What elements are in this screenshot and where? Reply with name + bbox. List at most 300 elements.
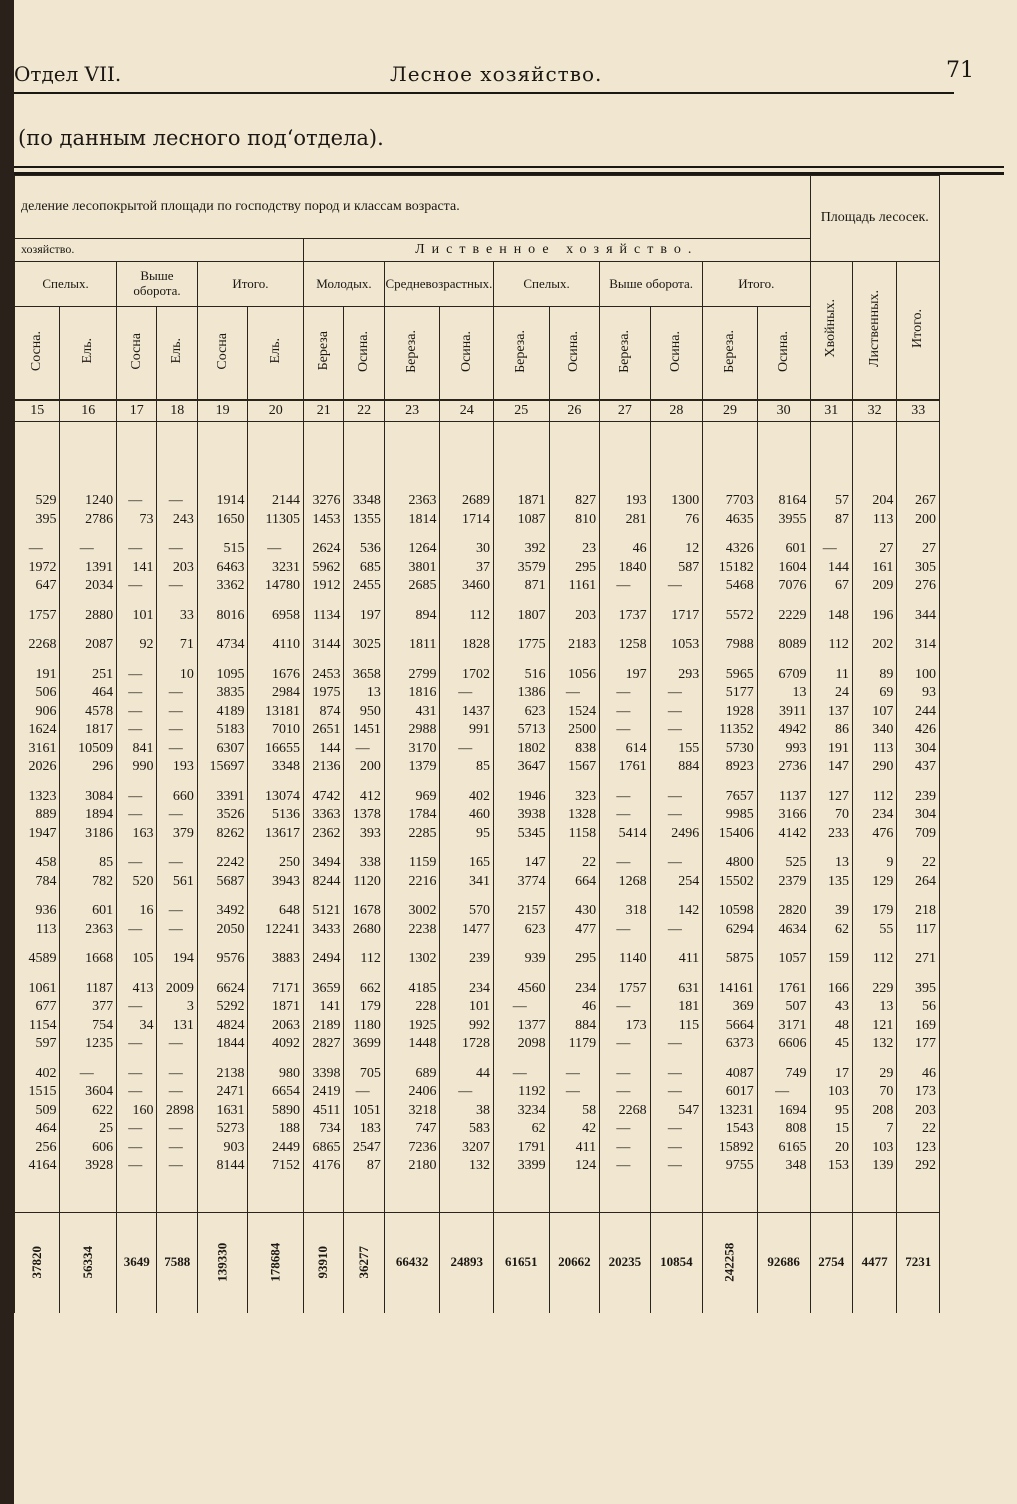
table-cell: 234 bbox=[440, 980, 494, 999]
table-cell: 413 bbox=[117, 980, 157, 999]
column-number: 25 bbox=[494, 400, 550, 422]
table-cell: 6463 bbox=[197, 559, 248, 578]
table-cell: 200 bbox=[344, 758, 384, 777]
table-cell: 107 bbox=[852, 703, 896, 722]
table-cell: 525 bbox=[757, 854, 810, 873]
table-cell: 239 bbox=[440, 950, 494, 969]
table-cell: 344 bbox=[897, 607, 940, 626]
table-cell: 338 bbox=[344, 854, 384, 873]
table-cell: 3391 bbox=[197, 788, 248, 807]
table-cell: 1914 bbox=[197, 492, 248, 511]
table-row bbox=[15, 684, 940, 703]
table-cell: 395 bbox=[15, 511, 60, 530]
table-cell: 2157 bbox=[494, 902, 550, 921]
table-cell: 2183 bbox=[549, 636, 600, 655]
col-header: Береза. bbox=[600, 307, 651, 401]
table-cell: 23 bbox=[549, 540, 600, 559]
table-cell: 601 bbox=[60, 902, 117, 921]
table-cell: 271 bbox=[897, 950, 940, 969]
table-cell: 5414 bbox=[600, 825, 651, 844]
table-cell: 191 bbox=[15, 666, 60, 685]
table-cell: 412 bbox=[344, 788, 384, 807]
table-cell: 194 bbox=[157, 950, 197, 969]
table-cell: 2500 bbox=[549, 721, 600, 740]
table-cell: 11 bbox=[810, 666, 852, 685]
table-cell: 2898 bbox=[157, 1102, 197, 1121]
table-cell: — bbox=[117, 492, 157, 511]
table-cell: 601 bbox=[757, 540, 810, 559]
table-cell: 2471 bbox=[197, 1083, 248, 1102]
table-cell: 464 bbox=[15, 1120, 60, 1139]
section-title: Лесное хозяйство. bbox=[390, 62, 603, 86]
table-cell: 1925 bbox=[384, 1017, 440, 1036]
table-cell: 458 bbox=[15, 854, 60, 873]
table-cell: 3494 bbox=[304, 854, 344, 873]
group-over-conifer: Выше оборота. bbox=[117, 262, 198, 307]
table-cell: — bbox=[60, 540, 117, 559]
table-cell: — bbox=[650, 1083, 703, 1102]
table-cell: 2880 bbox=[60, 607, 117, 626]
table-cell: 173 bbox=[897, 1083, 940, 1102]
table-cell: 295 bbox=[549, 559, 600, 578]
table-cell: 229 bbox=[852, 980, 896, 999]
column-header-row bbox=[15, 307, 940, 401]
table-cell: — bbox=[117, 666, 157, 685]
table-cell: 1814 bbox=[384, 511, 440, 530]
table-cell: 5875 bbox=[703, 950, 758, 969]
col-header: Осина. bbox=[440, 307, 494, 401]
table-cell: — bbox=[440, 684, 494, 703]
table-cell: 570 bbox=[440, 902, 494, 921]
table-cell: 1784 bbox=[384, 806, 440, 825]
table-row bbox=[15, 758, 940, 777]
table-cell: 1631 bbox=[197, 1102, 248, 1121]
col-header: Ель. bbox=[60, 307, 117, 401]
table-cell: 95 bbox=[440, 825, 494, 844]
table-cell: 139 bbox=[852, 1157, 896, 1176]
table-cell: 3579 bbox=[494, 559, 550, 578]
table-cell: 10509 bbox=[60, 740, 117, 759]
table-cell: 89 bbox=[852, 666, 896, 685]
table-cell: 37 bbox=[440, 559, 494, 578]
column-number: 31 bbox=[810, 400, 852, 422]
table-row bbox=[15, 1017, 940, 1036]
table-cell: — bbox=[157, 1083, 197, 1102]
table-cell: 115 bbox=[650, 1017, 703, 1036]
table-cell: 203 bbox=[897, 1102, 940, 1121]
table-cell: 256 bbox=[15, 1139, 60, 1158]
table-cell: 2406 bbox=[384, 1083, 440, 1102]
table-cell: 30 bbox=[440, 540, 494, 559]
table-cell: 179 bbox=[852, 902, 896, 921]
table-cell: 196 bbox=[852, 607, 896, 626]
table-cell: 3398 bbox=[304, 1065, 344, 1084]
col-header: Ель. bbox=[157, 307, 197, 401]
table-row bbox=[15, 921, 940, 940]
table-cell: 1802 bbox=[494, 740, 550, 759]
total-cell: 61651 bbox=[494, 1212, 550, 1313]
table-cell: 936 bbox=[15, 902, 60, 921]
col-header: Береза. bbox=[384, 307, 440, 401]
table-cell: 841 bbox=[117, 740, 157, 759]
table-cell: — bbox=[117, 721, 157, 740]
table-cell: 42 bbox=[549, 1120, 600, 1139]
table-cell: 2419 bbox=[304, 1083, 344, 1102]
table-cell: — bbox=[600, 684, 651, 703]
total-cell: 139330 bbox=[197, 1212, 248, 1313]
col-header: Ель. bbox=[248, 307, 304, 401]
table-cell: 55 bbox=[852, 921, 896, 940]
table-cell: 1807 bbox=[494, 607, 550, 626]
table-cell: 46 bbox=[897, 1065, 940, 1084]
table-cell: 3433 bbox=[304, 921, 344, 940]
table-cell: 2496 bbox=[650, 825, 703, 844]
table-cell: 147 bbox=[810, 758, 852, 777]
table-cell: 685 bbox=[344, 559, 384, 578]
table-cell: 34 bbox=[117, 1017, 157, 1036]
table-cell: 141 bbox=[117, 559, 157, 578]
table-cell: — bbox=[650, 1120, 703, 1139]
table-cell: 340 bbox=[852, 721, 896, 740]
table-cell: 547 bbox=[650, 1102, 703, 1121]
table-row bbox=[15, 636, 940, 655]
table-cell: 1137 bbox=[757, 788, 810, 807]
table-cell: 2449 bbox=[248, 1139, 304, 1158]
table-row bbox=[15, 873, 940, 892]
table-cell: 4142 bbox=[757, 825, 810, 844]
table-row bbox=[15, 1157, 940, 1176]
table-cell: 177 bbox=[897, 1035, 940, 1054]
table-cell: 1912 bbox=[304, 577, 344, 596]
col-header: Осина. bbox=[757, 307, 810, 401]
table-cell: 200 bbox=[897, 511, 940, 530]
table-cell: 2229 bbox=[757, 607, 810, 626]
table-cell: 623 bbox=[494, 703, 550, 722]
column-number: 23 bbox=[384, 400, 440, 422]
table-cell: 1678 bbox=[344, 902, 384, 921]
table-cell: — bbox=[600, 1083, 651, 1102]
table-cell: 3207 bbox=[440, 1139, 494, 1158]
table-cell: 113 bbox=[852, 740, 896, 759]
table-cell: 411 bbox=[650, 950, 703, 969]
table-cell: 1871 bbox=[494, 492, 550, 511]
table-cell: 1240 bbox=[60, 492, 117, 511]
col-header: Сосна bbox=[117, 307, 157, 401]
table-cell: 20 bbox=[810, 1139, 852, 1158]
table-cell: 529 bbox=[15, 492, 60, 511]
table-cell: 1087 bbox=[494, 511, 550, 530]
table-cell: 293 bbox=[650, 666, 703, 685]
table-cell: 181 bbox=[650, 998, 703, 1017]
table-cell: 203 bbox=[549, 607, 600, 626]
table-cell: — bbox=[650, 1065, 703, 1084]
table-cell: 292 bbox=[897, 1157, 940, 1176]
table-cell: 144 bbox=[810, 559, 852, 578]
table-cell: 1676 bbox=[248, 666, 304, 685]
table-cell: 734 bbox=[304, 1120, 344, 1139]
forest-table bbox=[14, 175, 940, 1313]
table-cell: 13231 bbox=[703, 1102, 758, 1121]
table-cell: 166 bbox=[810, 980, 852, 999]
table-cell: 1056 bbox=[549, 666, 600, 685]
table-cell: 73 bbox=[117, 511, 157, 530]
table-cell: — bbox=[549, 1065, 600, 1084]
table-cell: 3955 bbox=[757, 511, 810, 530]
table-cell: — bbox=[650, 806, 703, 825]
table-cell: 648 bbox=[248, 902, 304, 921]
table-cell: 5713 bbox=[494, 721, 550, 740]
table-cell: 3943 bbox=[248, 873, 304, 892]
table-cell: 12 bbox=[650, 540, 703, 559]
column-number: 20 bbox=[248, 400, 304, 422]
column-number: 17 bbox=[117, 400, 157, 422]
col-header: Осина. bbox=[344, 307, 384, 401]
table-cell: 647 bbox=[15, 577, 60, 596]
table-cell: 884 bbox=[650, 758, 703, 777]
table-cell: — bbox=[650, 1157, 703, 1176]
table-cell: 209 bbox=[852, 577, 896, 596]
table-cell: 295 bbox=[549, 950, 600, 969]
group-gap bbox=[15, 529, 940, 540]
group-gap bbox=[15, 625, 940, 636]
table-cell: 2379 bbox=[757, 873, 810, 892]
table-cell: 622 bbox=[60, 1102, 117, 1121]
table-cell: 782 bbox=[60, 873, 117, 892]
table-cell: 14780 bbox=[248, 577, 304, 596]
table-cell: 11305 bbox=[248, 511, 304, 530]
table-cell: 1158 bbox=[549, 825, 600, 844]
table-cell: — bbox=[600, 788, 651, 807]
table-cell: 1650 bbox=[197, 511, 248, 530]
table-cell: 71 bbox=[157, 636, 197, 655]
table-cell: 11352 bbox=[703, 721, 758, 740]
table-cell: 5468 bbox=[703, 577, 758, 596]
table-cell: 233 bbox=[810, 825, 852, 844]
table-cell: 4578 bbox=[60, 703, 117, 722]
table-cell: 3658 bbox=[344, 666, 384, 685]
table-cell: 10598 bbox=[703, 902, 758, 921]
group-total-conifer: Итого. bbox=[197, 262, 303, 307]
table-cell: 7 bbox=[852, 1120, 896, 1139]
table-cell: — bbox=[650, 721, 703, 740]
table-cell: 631 bbox=[650, 980, 703, 999]
total-cell: 24893 bbox=[440, 1212, 494, 1313]
table-cell: 1947 bbox=[15, 825, 60, 844]
group-gap bbox=[15, 655, 940, 666]
table-cell: 8089 bbox=[757, 636, 810, 655]
table-cell: 1451 bbox=[344, 721, 384, 740]
table-cell: 3362 bbox=[197, 577, 248, 596]
table-cell: 874 bbox=[304, 703, 344, 722]
table-cell: 8244 bbox=[304, 873, 344, 892]
table-cell: 3492 bbox=[197, 902, 248, 921]
table-cell: 22 bbox=[549, 854, 600, 873]
table-cell: — bbox=[157, 1035, 197, 1054]
table-cell: 3348 bbox=[344, 492, 384, 511]
table-cell: 6373 bbox=[703, 1035, 758, 1054]
table-cell: 689 bbox=[384, 1065, 440, 1084]
table-cell: 101 bbox=[117, 607, 157, 626]
table-cell: 1300 bbox=[650, 492, 703, 511]
table-cell: 1379 bbox=[384, 758, 440, 777]
table-cell: 67 bbox=[810, 577, 852, 596]
table-cell: 22 bbox=[897, 1120, 940, 1139]
group-mature-conifer: Спелых. bbox=[15, 262, 117, 307]
table-cell: 38 bbox=[440, 1102, 494, 1121]
table-row bbox=[15, 998, 940, 1017]
table-cell: 12241 bbox=[248, 921, 304, 940]
table-cell: 25 bbox=[60, 1120, 117, 1139]
table-cell: 165 bbox=[440, 854, 494, 873]
table-cell: 191 bbox=[810, 740, 852, 759]
table-cell: 1791 bbox=[494, 1139, 550, 1158]
table-cell: 747 bbox=[384, 1120, 440, 1139]
table-cell: 3 bbox=[157, 998, 197, 1017]
table-cell: 2651 bbox=[304, 721, 344, 740]
table-cell: 477 bbox=[549, 921, 600, 940]
table-cell: 993 bbox=[757, 740, 810, 759]
table-cell: 27 bbox=[852, 540, 896, 559]
top-rule bbox=[14, 166, 1004, 168]
table-cell: 24 bbox=[810, 684, 852, 703]
total-cell: 20662 bbox=[549, 1212, 600, 1313]
table-cell: 1187 bbox=[60, 980, 117, 999]
table-cell: 2050 bbox=[197, 921, 248, 940]
table-cell: 15892 bbox=[703, 1139, 758, 1158]
column-number: 16 bbox=[60, 400, 117, 422]
table-cell: 100 bbox=[897, 666, 940, 685]
table-cell: 3166 bbox=[757, 806, 810, 825]
table-row bbox=[15, 980, 940, 999]
table-cell: 2285 bbox=[384, 825, 440, 844]
table-cell: — bbox=[248, 540, 304, 559]
table-cell: 132 bbox=[852, 1035, 896, 1054]
table-row bbox=[15, 1120, 940, 1139]
table-cell: — bbox=[157, 577, 197, 596]
table-cell: 239 bbox=[897, 788, 940, 807]
column-number: 28 bbox=[650, 400, 703, 422]
table-cell: 1946 bbox=[494, 788, 550, 807]
table-cell: — bbox=[117, 1065, 157, 1084]
table-cell: 1378 bbox=[344, 806, 384, 825]
total-cell: 3649 bbox=[117, 1212, 157, 1313]
table-cell: 7010 bbox=[248, 721, 304, 740]
table-cell: 2098 bbox=[494, 1035, 550, 1054]
table-cell: 1928 bbox=[703, 703, 758, 722]
table-row bbox=[15, 825, 940, 844]
column-number: 32 bbox=[852, 400, 896, 422]
table-cell: — bbox=[600, 721, 651, 740]
table-cell: 204 bbox=[852, 492, 896, 511]
table-cell: 27 bbox=[897, 540, 940, 559]
table-cell: 105 bbox=[117, 950, 157, 969]
table-cell: 426 bbox=[897, 721, 940, 740]
table-cell: 709 bbox=[897, 825, 940, 844]
table-cell: — bbox=[650, 854, 703, 873]
table-cell: 7236 bbox=[384, 1139, 440, 1158]
total-cell: 56334 bbox=[60, 1212, 117, 1313]
table-cell: — bbox=[117, 1139, 157, 1158]
table-cell: 137 bbox=[810, 703, 852, 722]
table-cell: 148 bbox=[810, 607, 852, 626]
table-cell: 437 bbox=[897, 758, 940, 777]
table-cell: — bbox=[157, 806, 197, 825]
table-cell: 561 bbox=[157, 873, 197, 892]
table-cell: 2087 bbox=[60, 636, 117, 655]
table-cell: 2786 bbox=[60, 511, 117, 530]
table-cell: 4942 bbox=[757, 721, 810, 740]
table-cell: 1477 bbox=[440, 921, 494, 940]
table-cell: 1811 bbox=[384, 636, 440, 655]
table-cell: 46 bbox=[600, 540, 651, 559]
table-cell: 127 bbox=[810, 788, 852, 807]
table-cell: 2026 bbox=[15, 758, 60, 777]
table-cell: — bbox=[117, 806, 157, 825]
table-row bbox=[15, 950, 940, 969]
table-cell: 4824 bbox=[197, 1017, 248, 1036]
table-cell: 92 bbox=[117, 636, 157, 655]
table-cell: 990 bbox=[117, 758, 157, 777]
total-cell: 242258 bbox=[703, 1212, 758, 1313]
group-mature-decid: Спелых. bbox=[494, 262, 600, 307]
table-cell: — bbox=[117, 1083, 157, 1102]
table-row bbox=[15, 703, 940, 722]
table-cell: 5572 bbox=[703, 607, 758, 626]
table-cell: 677 bbox=[15, 998, 60, 1017]
table-cell: 1192 bbox=[494, 1083, 550, 1102]
table-cell: 1816 bbox=[384, 684, 440, 703]
table-cell: 3604 bbox=[60, 1083, 117, 1102]
table-cell: 392 bbox=[494, 540, 550, 559]
table-cell: — bbox=[440, 1083, 494, 1102]
table-cell: 3171 bbox=[757, 1017, 810, 1036]
table-cell: — bbox=[440, 740, 494, 759]
table-cell: 13074 bbox=[248, 788, 304, 807]
table-cell: — bbox=[494, 998, 550, 1017]
table-cell: 614 bbox=[600, 740, 651, 759]
table-cell: 4189 bbox=[197, 703, 248, 722]
table-cell: 323 bbox=[549, 788, 600, 807]
table-row bbox=[15, 806, 940, 825]
table-row bbox=[15, 607, 940, 626]
table-cell: 664 bbox=[549, 873, 600, 892]
table-cell: 906 bbox=[15, 703, 60, 722]
table-cell: — bbox=[650, 788, 703, 807]
totals-row bbox=[15, 1212, 940, 1313]
col-header: Береза. bbox=[703, 307, 758, 401]
table-cell: — bbox=[650, 684, 703, 703]
table-cell: 5965 bbox=[703, 666, 758, 685]
column-number: 27 bbox=[600, 400, 651, 422]
table-cell: — bbox=[157, 492, 197, 511]
table-cell: 1235 bbox=[60, 1035, 117, 1054]
table-cell: — bbox=[117, 703, 157, 722]
table-cell: 3276 bbox=[304, 492, 344, 511]
column-number: 22 bbox=[344, 400, 384, 422]
table-cell: 515 bbox=[197, 540, 248, 559]
table-cell: 147 bbox=[494, 854, 550, 873]
table-cell: 129 bbox=[852, 873, 896, 892]
table-cell: 4326 bbox=[703, 540, 758, 559]
table-cell: 4164 bbox=[15, 1157, 60, 1176]
table-cell: 141 bbox=[304, 998, 344, 1017]
table-cell: 660 bbox=[157, 788, 197, 807]
table-cell: — bbox=[600, 1139, 651, 1158]
table-cell: 1624 bbox=[15, 721, 60, 740]
table-cell: 810 bbox=[549, 511, 600, 530]
column-number: 19 bbox=[197, 400, 248, 422]
table-cell: 179 bbox=[344, 998, 384, 1017]
